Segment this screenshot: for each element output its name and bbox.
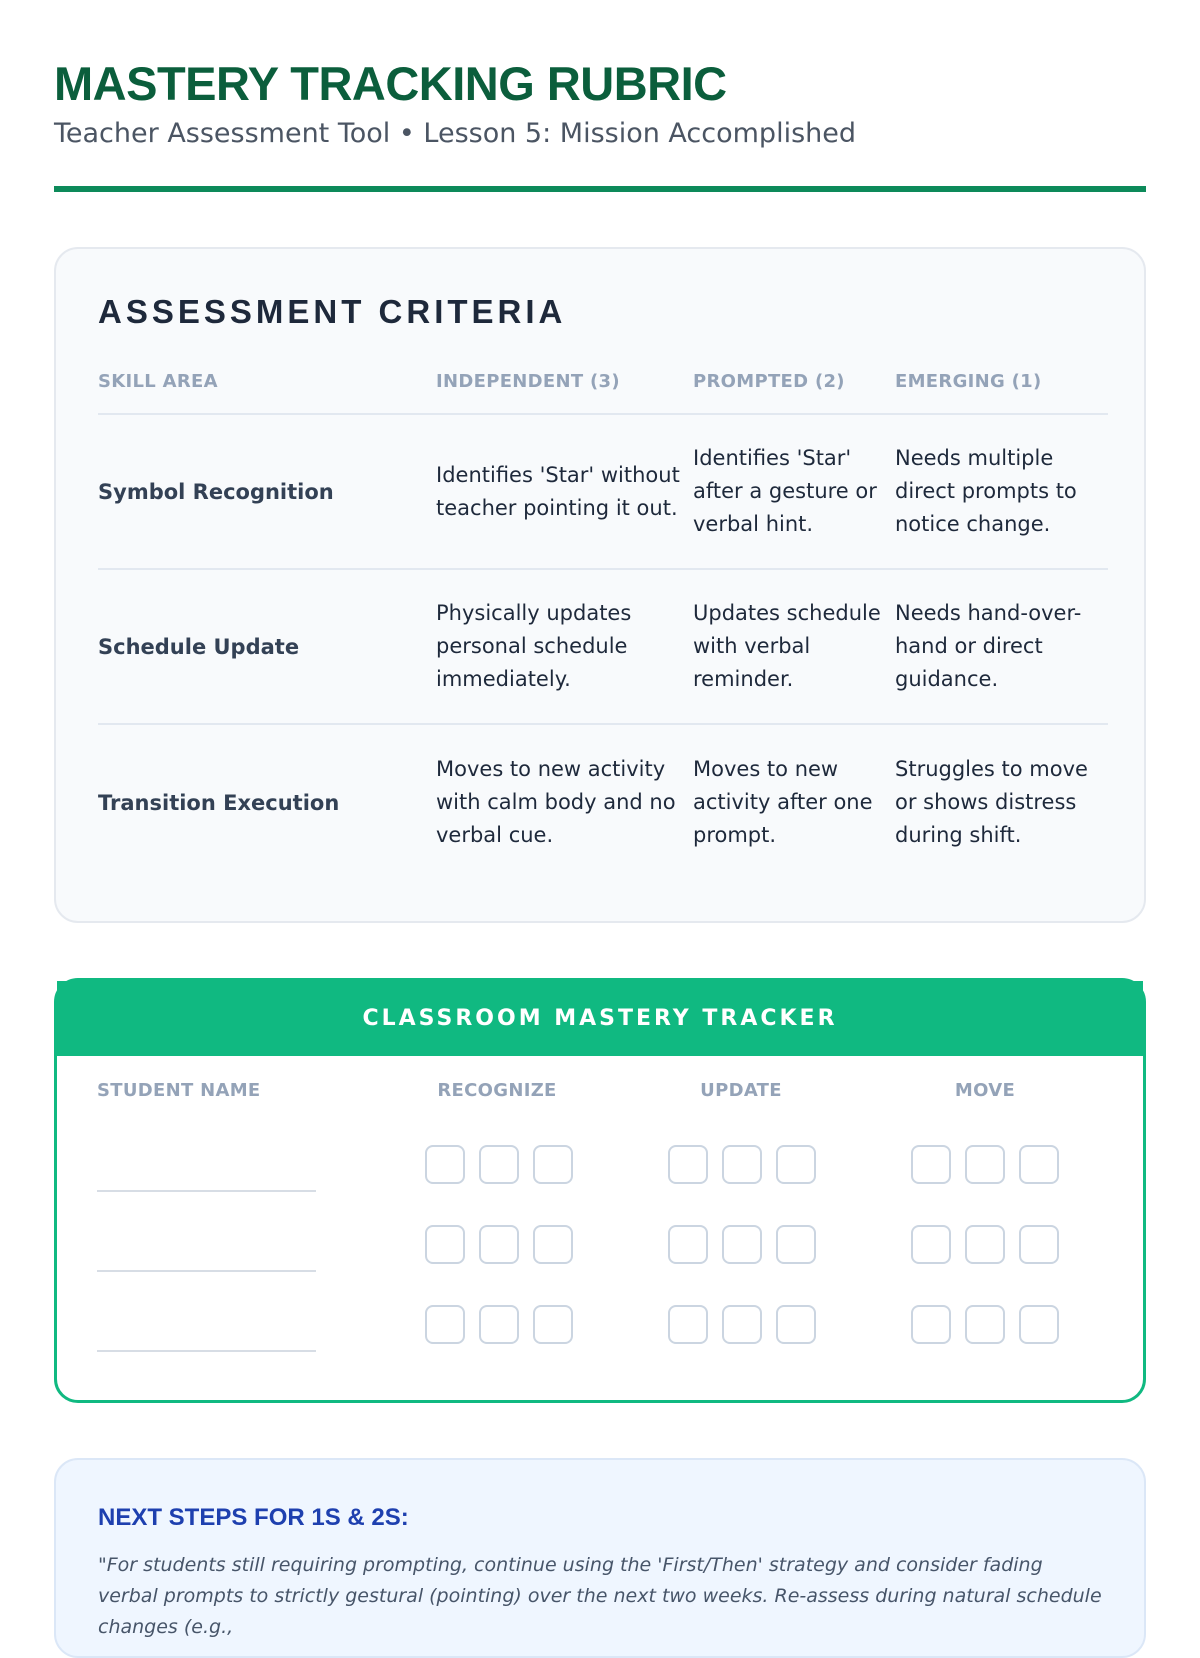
score-checkbox[interactable]: [425, 1145, 465, 1184]
next-steps-title: NEXT STEPS FOR 1S & 2S:: [98, 1504, 409, 1531]
column-header-independent: INDEPENDENT (3): [436, 370, 620, 392]
tracker-grid: [97, 1056, 1107, 1364]
column-header-move: MOVE: [954, 1079, 1016, 1101]
score-checkbox[interactable]: [911, 1305, 951, 1344]
score-checkbox[interactable]: [911, 1145, 951, 1184]
score-checkbox[interactable]: [776, 1225, 816, 1264]
score-checkbox[interactable]: [776, 1145, 816, 1184]
emerging-descriptor: Struggles to move or shows distress during shift.: [895, 757, 1088, 847]
table-row: [98, 415, 1108, 570]
independent-descriptor: Physically updates personal schedule immediately.: [436, 601, 632, 691]
skill-name: Transition Execution: [98, 790, 340, 815]
table-row: [98, 725, 1108, 880]
student-row: [97, 1284, 1107, 1364]
tracker-header: [57, 981, 1143, 1056]
score-checkbox[interactable]: [479, 1305, 519, 1344]
score-checkbox[interactable]: [911, 1225, 951, 1264]
emerging-descriptor: Needs hand-over-hand or direct guidance.: [895, 601, 1082, 691]
tracker-title: CLASSROOM MASTERY TRACKER: [362, 1006, 838, 1031]
score-checkbox[interactable]: [1019, 1305, 1059, 1344]
recognize-checkboxes: [378, 1305, 621, 1344]
score-checkbox[interactable]: [965, 1305, 1005, 1344]
criteria-table-header: [98, 349, 1108, 415]
score-checkbox[interactable]: [533, 1145, 573, 1184]
tracker-grid-header: [97, 1056, 1107, 1124]
column-header-emerging: EMERGING (1): [895, 370, 1042, 392]
column-header-recognize: RECOGNIZE: [437, 1079, 557, 1101]
update-checkboxes: [621, 1305, 864, 1344]
next-steps-body: "For students still requiring prompting, continue using the 'First/Then' strategy and consider fading verbal prompts to strictly gestural (pointing) over the next two weeks. Re-assess during natural schedule changes (e.g.,: [98, 1554, 1102, 1638]
score-checkbox[interactable]: [425, 1305, 465, 1344]
student-name-field[interactable]: [97, 1146, 316, 1192]
student-row: [97, 1124, 1107, 1204]
page-subtitle: Teacher Assessment Tool • Lesson 5: Mission Accomplished: [54, 118, 856, 149]
move-checkboxes: [864, 1145, 1107, 1184]
score-checkbox[interactable]: [668, 1305, 708, 1344]
student-name-field[interactable]: [97, 1226, 316, 1272]
score-checkbox[interactable]: [668, 1145, 708, 1184]
score-checkbox[interactable]: [722, 1305, 762, 1344]
score-checkbox[interactable]: [722, 1145, 762, 1184]
score-checkbox[interactable]: [533, 1225, 573, 1264]
prompted-descriptor: Updates schedule with verbal reminder.: [693, 601, 881, 691]
next-steps-card: [54, 1458, 1146, 1658]
score-checkbox[interactable]: [1019, 1225, 1059, 1264]
update-checkboxes: [621, 1145, 864, 1184]
independent-descriptor: Identifies 'Star' without teacher pointing it out.: [436, 462, 680, 520]
assessment-criteria-card: [54, 247, 1146, 923]
score-checkbox[interactable]: [1019, 1145, 1059, 1184]
score-checkbox[interactable]: [965, 1145, 1005, 1184]
score-checkbox[interactable]: [668, 1225, 708, 1264]
score-checkbox[interactable]: [479, 1145, 519, 1184]
move-checkboxes: [864, 1225, 1107, 1264]
table-row: [98, 570, 1108, 725]
header-divider: [54, 186, 1146, 192]
column-header-update: UPDATE: [700, 1079, 782, 1101]
score-checkbox[interactable]: [776, 1305, 816, 1344]
column-header-skill-area: SKILL AREA: [98, 370, 218, 392]
score-checkbox[interactable]: [722, 1225, 762, 1264]
recognize-checkboxes: [378, 1145, 621, 1184]
prompted-descriptor: Identifies 'Star' after a gesture or verbal hint.: [693, 446, 877, 536]
skill-name: Schedule Update: [98, 634, 300, 659]
move-checkboxes: [864, 1305, 1107, 1344]
criteria-table: [98, 349, 1108, 880]
student-row: [97, 1204, 1107, 1284]
student-name-field[interactable]: [97, 1306, 316, 1352]
independent-descriptor: Moves to new activity with calm body and no verbal cue.: [436, 757, 676, 847]
skill-name: Symbol Recognition: [98, 479, 334, 504]
prompted-descriptor: Moves to new activity after one prompt.: [693, 757, 873, 847]
column-header-prompted: PROMPTED (2): [693, 370, 845, 392]
column-header-student-name: STUDENT NAME: [97, 1079, 261, 1101]
emerging-descriptor: Needs multiple direct prompts to notice change.: [895, 446, 1077, 536]
score-checkbox[interactable]: [425, 1225, 465, 1264]
page-title: MASTERY TRACKING RUBRIC: [54, 57, 727, 110]
score-checkbox[interactable]: [965, 1225, 1005, 1264]
score-checkbox[interactable]: [479, 1225, 519, 1264]
update-checkboxes: [621, 1225, 864, 1264]
recognize-checkboxes: [378, 1225, 621, 1264]
score-checkbox[interactable]: [533, 1305, 573, 1344]
classroom-mastery-tracker: [54, 978, 1146, 1403]
criteria-title: ASSESSMENT CRITERIA: [98, 293, 567, 330]
